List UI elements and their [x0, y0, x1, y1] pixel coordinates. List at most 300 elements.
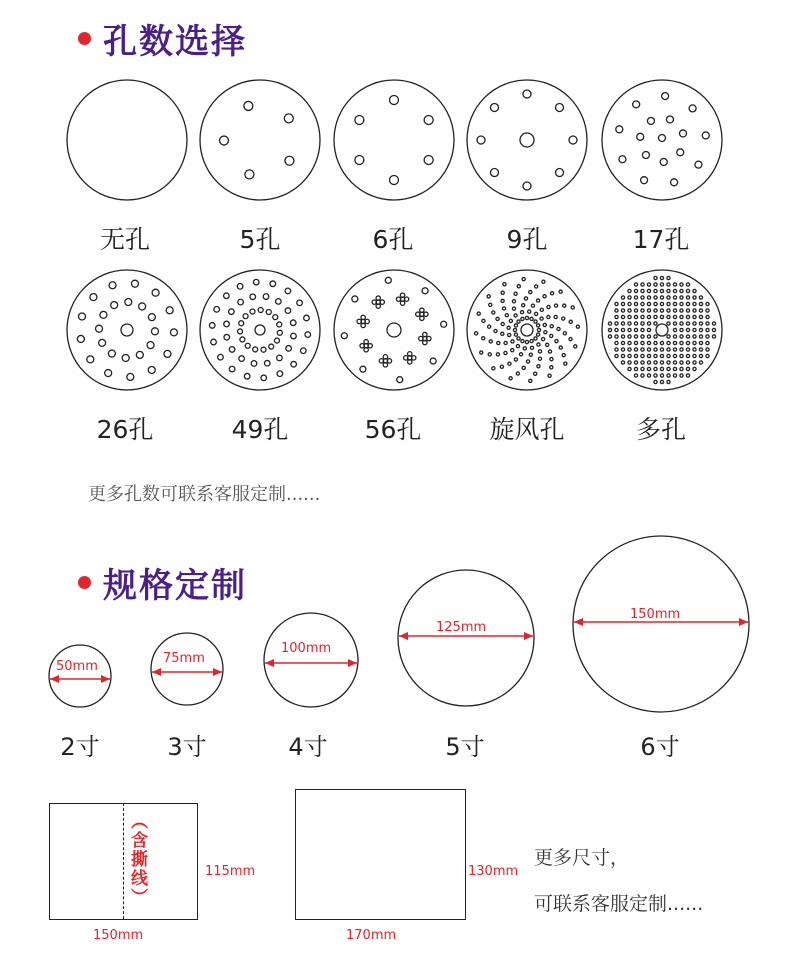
hole [693, 328, 696, 331]
hole [654, 380, 657, 383]
hole [534, 372, 537, 375]
disk-26 [67, 270, 187, 390]
hole [538, 357, 541, 360]
arrow-head-icon [265, 659, 274, 667]
hole [390, 176, 399, 185]
hole [555, 304, 558, 307]
size-label-3: 3寸 [167, 733, 207, 761]
rect1-height: 115mm [205, 864, 256, 879]
hole [680, 361, 683, 364]
hole [214, 307, 220, 313]
hole [680, 289, 683, 292]
hole [285, 288, 291, 294]
hole [514, 314, 517, 317]
hole [641, 177, 648, 184]
hole [619, 156, 626, 163]
hole [621, 341, 624, 344]
hole [105, 370, 112, 377]
hole [100, 311, 107, 318]
hole [243, 314, 248, 319]
hole [441, 321, 447, 327]
disk-label-49: 49孔 [231, 415, 289, 444]
hole [285, 308, 291, 314]
hole [647, 315, 650, 318]
hole [621, 361, 624, 364]
hole [490, 103, 498, 111]
hole [673, 328, 676, 331]
hole [699, 322, 702, 325]
hole [270, 281, 276, 287]
hole [502, 307, 505, 310]
hole [99, 339, 106, 346]
hole [686, 348, 689, 351]
hole [477, 136, 485, 144]
hole [628, 361, 631, 364]
hole [273, 315, 278, 320]
hole [261, 347, 266, 352]
more-size-line2: 可联系客服定制...... [534, 893, 704, 915]
hole [488, 325, 491, 328]
hole [530, 346, 533, 349]
hole [667, 302, 670, 305]
hole [621, 354, 624, 357]
hole [519, 353, 522, 356]
hole [494, 329, 497, 332]
hole [621, 309, 624, 312]
hole [529, 379, 532, 382]
size-circle-150mm [573, 536, 749, 712]
hole [516, 372, 519, 375]
hole [616, 126, 623, 133]
hole [699, 341, 702, 344]
hole [699, 309, 702, 312]
hole [693, 315, 696, 318]
hole [523, 347, 526, 350]
hole [540, 317, 543, 320]
hole [209, 323, 215, 329]
hole [507, 326, 510, 329]
hole [523, 90, 531, 98]
hole [654, 367, 657, 370]
hole [634, 302, 637, 305]
hole [550, 334, 553, 337]
hole [274, 338, 279, 343]
hole [244, 101, 253, 110]
hole [277, 330, 282, 335]
hole-section-title-text: 孔数选择 [103, 22, 247, 62]
hole [542, 337, 545, 340]
disk-label-multi: 多孔 [635, 415, 686, 444]
hole [673, 309, 676, 312]
rect-sheet-170 [295, 789, 466, 920]
hole [563, 304, 566, 307]
hole [480, 351, 483, 354]
hole [647, 335, 650, 338]
hole [641, 289, 644, 292]
disk-outline [467, 270, 587, 390]
hole [125, 299, 132, 306]
hole [686, 302, 689, 305]
arrow-head-icon [739, 618, 748, 626]
hole [569, 320, 572, 323]
rect1-width: 150mm [93, 928, 144, 943]
hole [654, 315, 657, 318]
hole [291, 333, 297, 339]
hole [285, 156, 294, 165]
hole [528, 310, 531, 313]
hole [654, 289, 657, 292]
hole [488, 353, 491, 356]
hole [693, 367, 696, 370]
hole [240, 337, 245, 342]
arrow-head-icon [152, 668, 161, 676]
hole [673, 302, 676, 305]
hole [699, 348, 702, 351]
hole [667, 341, 670, 344]
hole [430, 358, 436, 364]
more-size-line1: 更多尺寸， [534, 847, 630, 869]
hole [504, 351, 507, 354]
hole [673, 354, 676, 357]
hole [628, 296, 631, 299]
size-section-title-text: 规格定制 [103, 566, 247, 606]
disk-17 [602, 80, 722, 200]
hole [511, 340, 514, 343]
hole [529, 291, 532, 294]
hole [693, 361, 696, 364]
hole [475, 332, 478, 335]
center-hole [656, 324, 668, 336]
size-dim-150: 150mm [630, 607, 681, 622]
hole [615, 309, 618, 312]
hole [261, 375, 267, 381]
hole [517, 337, 520, 340]
hole [229, 366, 235, 372]
hole [667, 380, 670, 383]
hole [547, 315, 550, 318]
hole [554, 315, 557, 318]
hole [660, 367, 663, 370]
hole [229, 347, 235, 353]
hole [514, 292, 517, 295]
hole [536, 299, 539, 302]
hole [524, 297, 527, 300]
hole [250, 294, 256, 300]
size-label-2: 2寸 [60, 733, 100, 761]
hole [109, 282, 116, 289]
hole [422, 288, 428, 294]
disk-outline [200, 80, 320, 200]
hole [686, 289, 689, 292]
hole [686, 367, 689, 370]
hole [680, 315, 683, 318]
hole [514, 358, 517, 361]
hole [680, 302, 683, 305]
hole [556, 169, 564, 177]
hole [574, 345, 577, 348]
hole [543, 295, 546, 298]
hole [680, 328, 683, 331]
hole [634, 335, 637, 338]
size-dim-125: 125mm [436, 620, 487, 635]
hole [530, 317, 533, 320]
hole [569, 136, 577, 144]
hole [521, 317, 524, 320]
hole [500, 365, 503, 368]
hole [628, 328, 631, 331]
hole [505, 314, 508, 317]
hole [647, 374, 650, 377]
hole [538, 350, 541, 353]
hole [504, 341, 507, 344]
hole [253, 347, 258, 352]
hole [534, 312, 537, 315]
rect2-height: 130mm [468, 864, 519, 879]
hole [615, 328, 618, 331]
hole [654, 335, 657, 338]
hole [224, 334, 230, 340]
arrow-head-icon [574, 618, 583, 626]
hole [496, 317, 499, 320]
hole [680, 296, 683, 299]
hole [341, 333, 347, 339]
hole [147, 342, 154, 349]
hole [497, 341, 500, 344]
hole [699, 302, 702, 305]
arrow-head-icon [101, 675, 110, 683]
hole [621, 322, 624, 325]
hole [263, 294, 269, 300]
hole [712, 328, 715, 331]
hole [621, 335, 624, 338]
disk-label-17: 17孔 [632, 225, 690, 254]
hole [686, 341, 689, 344]
hole [673, 348, 676, 351]
hole [693, 348, 696, 351]
hole [237, 284, 243, 290]
hole [563, 332, 566, 335]
hole [239, 321, 244, 326]
hole [509, 377, 512, 380]
hole [660, 380, 663, 383]
hole [673, 361, 676, 364]
hole [641, 283, 644, 286]
hole [131, 280, 138, 287]
hole [78, 313, 85, 320]
hole [508, 362, 511, 365]
arrow-head-icon [524, 632, 533, 640]
hole [680, 335, 683, 338]
hole [152, 289, 159, 296]
hole [654, 348, 657, 351]
hole [111, 302, 118, 309]
hole [559, 346, 562, 349]
hole [634, 289, 637, 292]
hole [525, 340, 528, 343]
disk-49 [200, 270, 320, 390]
hole [520, 311, 523, 314]
hole [301, 348, 307, 354]
hole [654, 302, 657, 305]
hole [693, 296, 696, 299]
hole [673, 322, 676, 325]
hole [628, 302, 631, 305]
hole [647, 354, 650, 357]
hole [680, 354, 683, 357]
hole [108, 350, 115, 357]
hole [667, 322, 670, 325]
hole [562, 317, 565, 320]
hole [693, 322, 696, 325]
center-hole [520, 133, 534, 147]
hole [77, 335, 84, 342]
hole [634, 309, 637, 312]
hole [286, 346, 292, 352]
disk-label-none: 无孔 [99, 225, 150, 254]
hole [634, 374, 637, 377]
hole [660, 276, 663, 279]
hole [608, 322, 611, 325]
hole [634, 283, 637, 286]
hole [706, 328, 709, 331]
hole [686, 296, 689, 299]
size-dim-100: 100mm [281, 641, 332, 656]
hole [634, 367, 637, 370]
hole [513, 328, 516, 331]
hole [660, 302, 663, 305]
size-circle-100mm [264, 613, 358, 707]
hole [642, 152, 649, 159]
hole [660, 296, 663, 299]
hole [136, 351, 143, 358]
hole [615, 335, 618, 338]
disk-outline [334, 80, 454, 200]
center-hole [387, 323, 401, 337]
hole [537, 328, 540, 331]
hole [641, 302, 644, 305]
hole [666, 116, 673, 123]
hole [686, 361, 689, 364]
hole [424, 156, 433, 165]
hole [564, 362, 567, 365]
hole [647, 309, 650, 312]
hole [641, 354, 644, 357]
hole [641, 361, 644, 364]
hole [628, 309, 631, 312]
hole [305, 332, 311, 338]
hole [548, 350, 551, 353]
hole [641, 309, 644, 312]
hole [654, 374, 657, 377]
hole [628, 322, 631, 325]
hole [501, 291, 504, 294]
hole [269, 344, 274, 349]
hole [390, 96, 399, 105]
hole [523, 182, 531, 190]
hole [621, 302, 624, 305]
hole [699, 354, 702, 357]
hole [680, 283, 683, 286]
hole [686, 335, 689, 338]
hole [680, 130, 687, 137]
hole [166, 307, 173, 314]
hole [526, 360, 529, 363]
hole [615, 315, 618, 318]
hole [424, 116, 433, 125]
size-dim-50: 50mm [56, 659, 98, 674]
hole [654, 322, 657, 325]
hole [355, 116, 364, 125]
hole [680, 374, 683, 377]
hole [634, 296, 637, 299]
arrow-head-icon [213, 668, 222, 676]
hole [667, 309, 670, 312]
hole [501, 332, 504, 335]
hole [291, 361, 297, 367]
hole [654, 341, 657, 344]
hole [686, 283, 689, 286]
hole [673, 283, 676, 286]
hole [250, 309, 255, 314]
hole [512, 307, 515, 310]
hole [673, 367, 676, 370]
hole [239, 356, 245, 362]
hole [557, 327, 560, 330]
hole [647, 322, 650, 325]
hole [540, 308, 543, 311]
hole [647, 341, 650, 344]
hole [492, 311, 495, 314]
hole [641, 322, 644, 325]
hole [634, 361, 637, 364]
hole [673, 374, 676, 377]
hole [569, 338, 572, 341]
hole [544, 331, 547, 334]
hole [667, 276, 670, 279]
hole [220, 136, 229, 145]
hole [397, 377, 403, 383]
hole [258, 308, 263, 313]
hole [284, 114, 293, 123]
size-label-5: 5寸 [445, 733, 485, 761]
hole [550, 366, 553, 369]
hole [530, 339, 533, 342]
hole [660, 289, 663, 292]
hole [276, 299, 282, 305]
hole [673, 296, 676, 299]
hole [693, 335, 696, 338]
hole [542, 280, 545, 283]
hole [641, 335, 644, 338]
hole [534, 337, 537, 340]
hole [673, 289, 676, 292]
hole [667, 315, 670, 318]
hole [654, 309, 657, 312]
hole [87, 356, 94, 363]
hole [667, 354, 670, 357]
hole [253, 279, 259, 285]
arrow-head-icon [50, 675, 59, 683]
hole [218, 354, 224, 360]
disk-outline [200, 270, 320, 390]
hole [667, 367, 670, 370]
size-label-6: 6寸 [640, 733, 680, 761]
hole [550, 358, 553, 361]
arrow-head-icon [399, 632, 408, 640]
disk-6 [334, 80, 454, 200]
hole [547, 305, 550, 308]
hole [522, 304, 525, 307]
